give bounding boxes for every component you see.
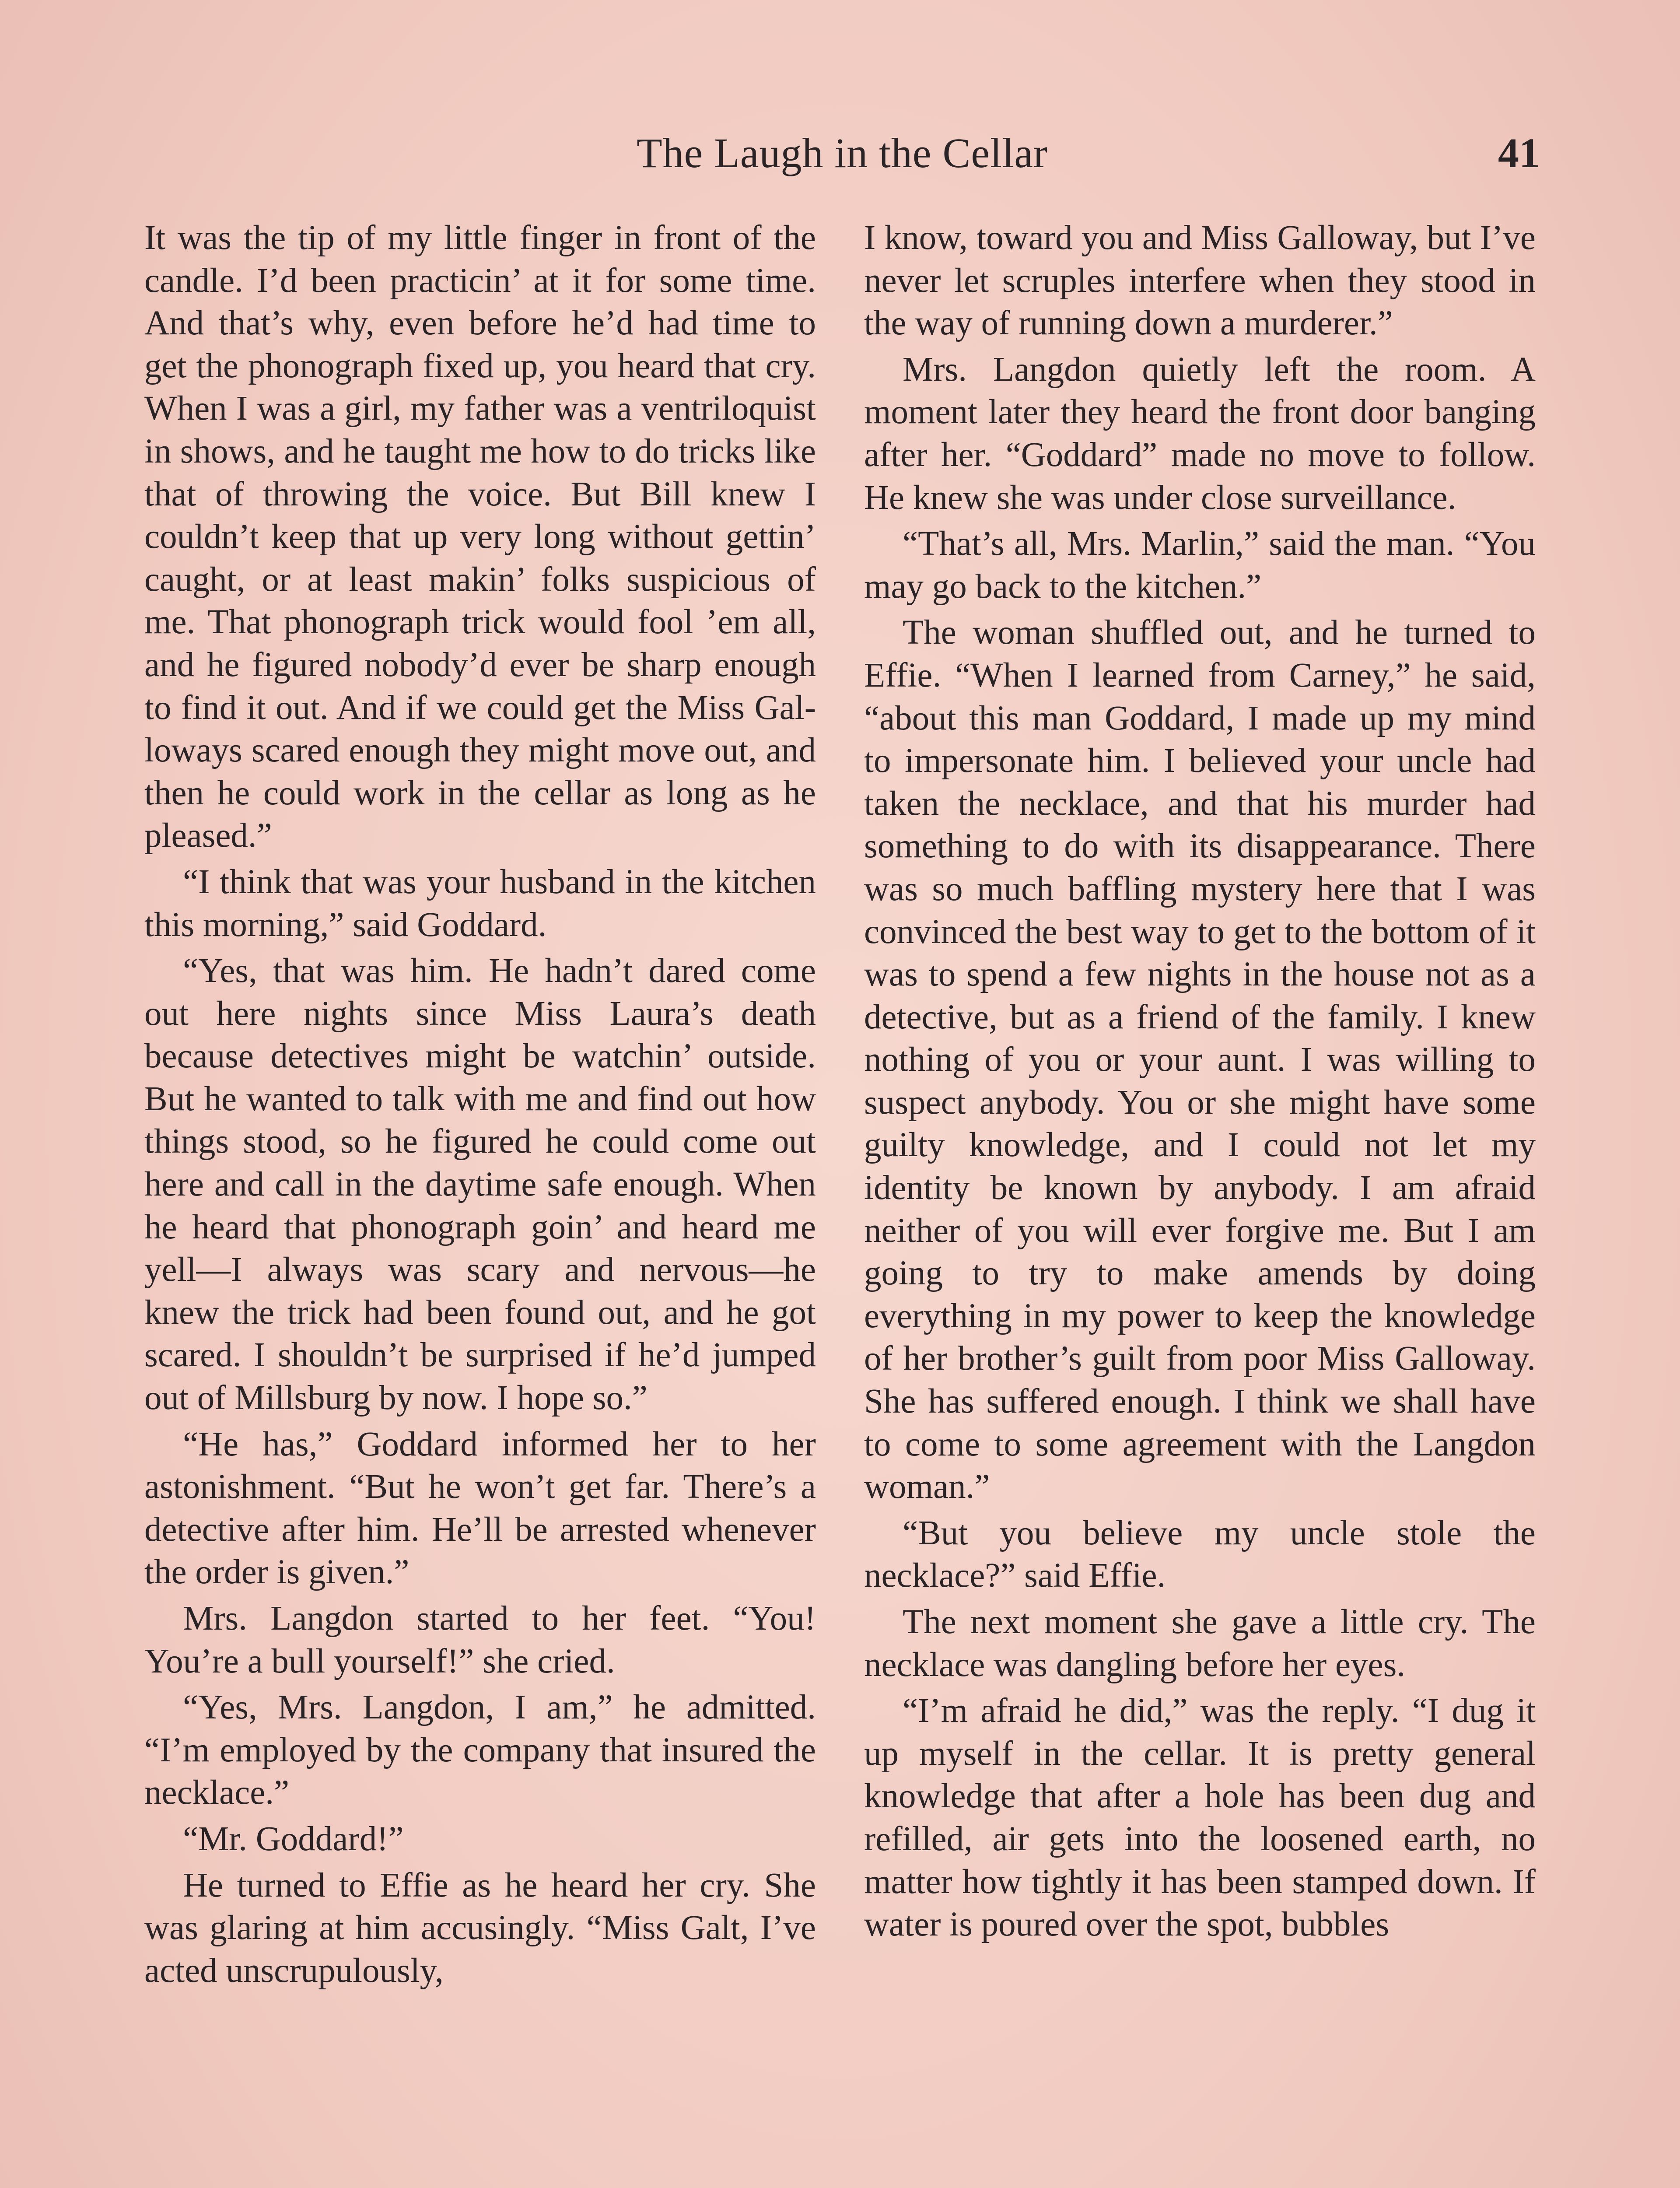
paragraph: Mrs. Langdon started to her feet. “You! You’re a bull yourself!” she cried.	[144, 1599, 816, 1680]
page-number: 41	[1498, 130, 1540, 176]
left-column	[144, 217, 816, 1995]
paragraph: “I’m afraid he did,” was the reply. “I dug it up myself in the cellar. It is pretty general knowledge that after a hole has been dug and refilled, air gets into the loosened earth, no matter how tightly it has been stamped down. If water is poured over the spot, bubbles	[864, 1692, 1536, 1944]
right-column	[864, 217, 1536, 1950]
paragraph: “Mr. Goddard!”	[183, 1820, 404, 1858]
paragraph: The next moment she gave a little cry. The necklace was dangling before her eyes.	[864, 1603, 1536, 1684]
paragraph: “He has,” Goddard informed her to her astonishment. “But he won’t get far. There’s a detective after him. He’ll be arrested whenever the order is given.”	[144, 1425, 816, 1592]
paragraph: “That’s all, Mrs. Marlin,” said the man. “You may go back to the kitchen.”	[864, 525, 1536, 606]
paragraph: The woman shuffled out, and he turned to Effie. “When I learned from Carney,” he said, “about this man Goddard, I made up my mind to impersonate him. I believed your uncle had taken the necklace, and that his murder had something to do with its disappearance. There was so much baffling mystery here that I was convinced the best way to get to the bottom of it was to spend a few nights in the house not as a detective, but as a friend of the family. I knew nothing of you or your aunt. I was willing to suspect anybody. You or she might have some guilty knowledge, and I could not let my identity be known by anybody. I am afraid neither of you will ever forgive me. But I am going to try to make amends by doing everything in my power to keep the knowledge of her brother’s guilt from poor Miss Galloway. She has suffered enough. I think we shall have to come to some agreement with the Langdon woman.”	[864, 614, 1536, 1506]
paragraph: He turned to Effie as he heard her cry. She was glaring at him accusingly. “Miss Galt, I’ve acted unscrupulously,	[144, 1866, 816, 1990]
paragraph: It was the tip of my little finger in front of the candle. I’d been practicin’ at it for some time. And that’s why, even before he’d had time to get the phonograph fixed up, you heard that cry. When I was a girl, my father was a ventriloquist in shows, and he taught me how to do tricks like that of throwing the voice. But Bill knew I couldn’t keep that up very long without gettin’ caught, or at least makin’ folks suspicious of me. That phonograph trick would fool ’em all, and he figured nobody’d ever be sharp enough to find it out. And if we could get the Miss Galloways scared enough they might move out, and then he could work in the cellar as long as he pleased.”	[144, 219, 816, 855]
paragraph: Mrs. Langdon quietly left the room. A moment later they heard the front door banging after her. “Goddard” made no move to follow. He knew she was under close surveillance.	[864, 350, 1536, 517]
paragraph: “Yes, Mrs. Langdon, I am,” he admitted. “I’m employed by the company that insured the necklace.”	[144, 1688, 816, 1812]
paragraph: “Yes, that was him. He hadn’t dared come out here nights since Miss Laura’s death because detectives might be watchin’ outside. But he wanted to talk with me and find out how things stood, so he figured he could come out here and call in the daytime safe enough. When he heard that phonograph goin’ and heard me yell—I always was scary and nervous—he knew the trick had been found out, and he got scared. I shouldn’t be surprised if he’d jumped out of Millsburg by now. I hope so.”	[144, 952, 816, 1417]
paragraph: I know, toward you and Miss Galloway, but I’ve never let scruples interfere when they stood in the way of running down a murderer.”	[864, 219, 1536, 343]
running-title: The Laugh in the Cellar	[636, 130, 1048, 176]
page-header	[144, 125, 1540, 195]
paragraph: “But you believe my uncle stole the necklace?” said Effie.	[864, 1514, 1536, 1595]
paragraph: “I think that was your husband in the kitchen this morning,” said Goddard.	[144, 863, 816, 944]
